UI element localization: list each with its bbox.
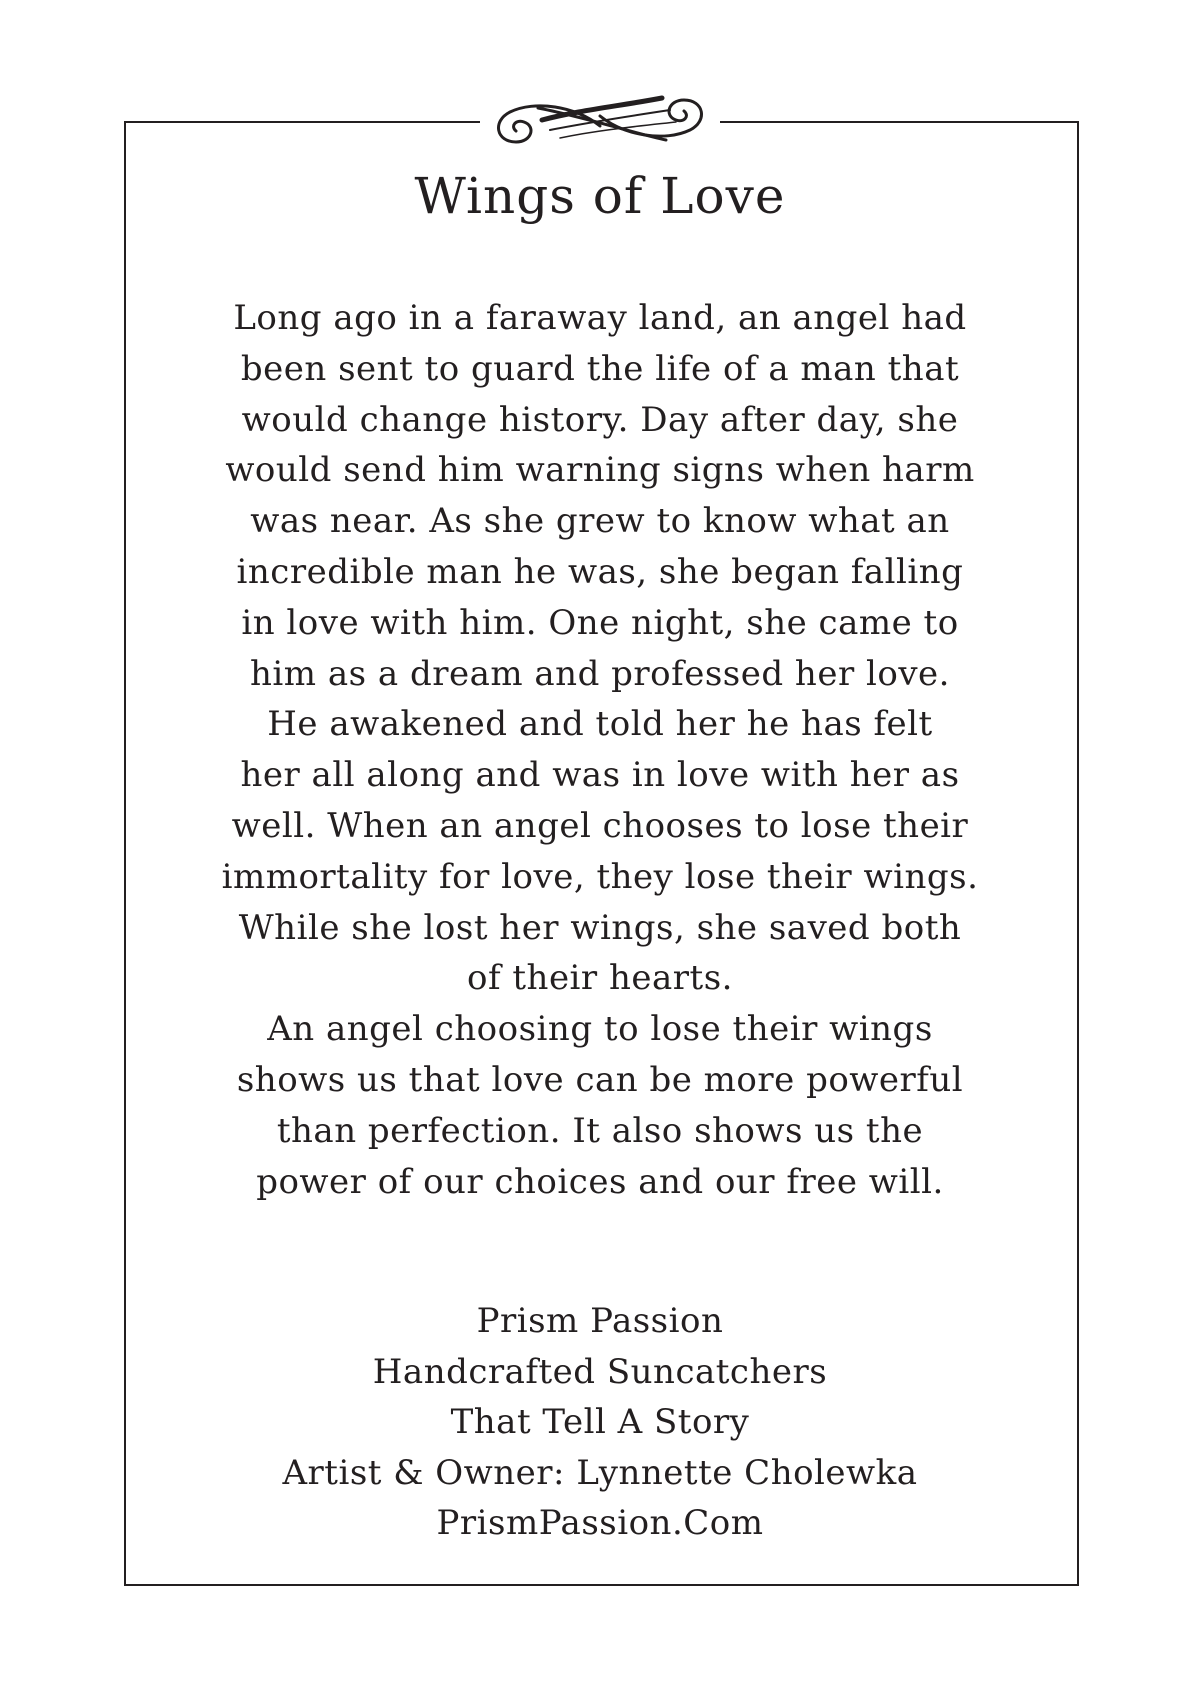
tagline-line-2: That Tell A Story (450, 1402, 750, 1442)
story-line: Long ago in a faraway land, an angel had (233, 298, 967, 338)
story-line: him as a dream and professed her love. (250, 653, 950, 694)
website: PrismPassion.Com (436, 1503, 764, 1543)
signature-block (150, 1296, 1050, 1549)
business-name: Prism Passion (476, 1301, 724, 1341)
story-line: in love with him. One night, she came to (241, 602, 959, 643)
story-line: shows us that love can be more powerful (236, 1059, 964, 1100)
story-line: incredible man he was, she began falling (236, 551, 964, 592)
story-line: been sent to guard the life of a man that (240, 348, 960, 389)
story-line: than perfection. It also shows us the (276, 1110, 924, 1151)
story-line: He awakened and told her he has felt (267, 704, 933, 745)
story-line: of their hearts. (467, 958, 733, 999)
story-line: her all along and was in love with her as (240, 755, 960, 796)
story-line: An angel choosing to lose their wings (267, 1009, 933, 1050)
tagline-line-1: Handcrafted Suncatchers (372, 1351, 828, 1392)
story-text (150, 293, 1050, 1207)
story-line: would change history. Day after day, she (241, 399, 959, 440)
owner-credit: Artist & Owner: Lynnette Cholewka (282, 1452, 918, 1493)
story-line: was near. As she grew to know what an (250, 501, 950, 542)
story-line: well. When an angel chooses to lose their (231, 805, 969, 846)
page-title: Wings of Love (414, 167, 786, 225)
story-line: power of our choices and our free will. (256, 1161, 944, 1202)
story-line: While she lost her wings, she saved both (238, 907, 962, 948)
story-line: would send him warning signs when harm (225, 450, 975, 491)
ornamental-flourish-icon (480, 86, 720, 158)
story-line: immortality for love, they lose their wings. (221, 856, 979, 897)
